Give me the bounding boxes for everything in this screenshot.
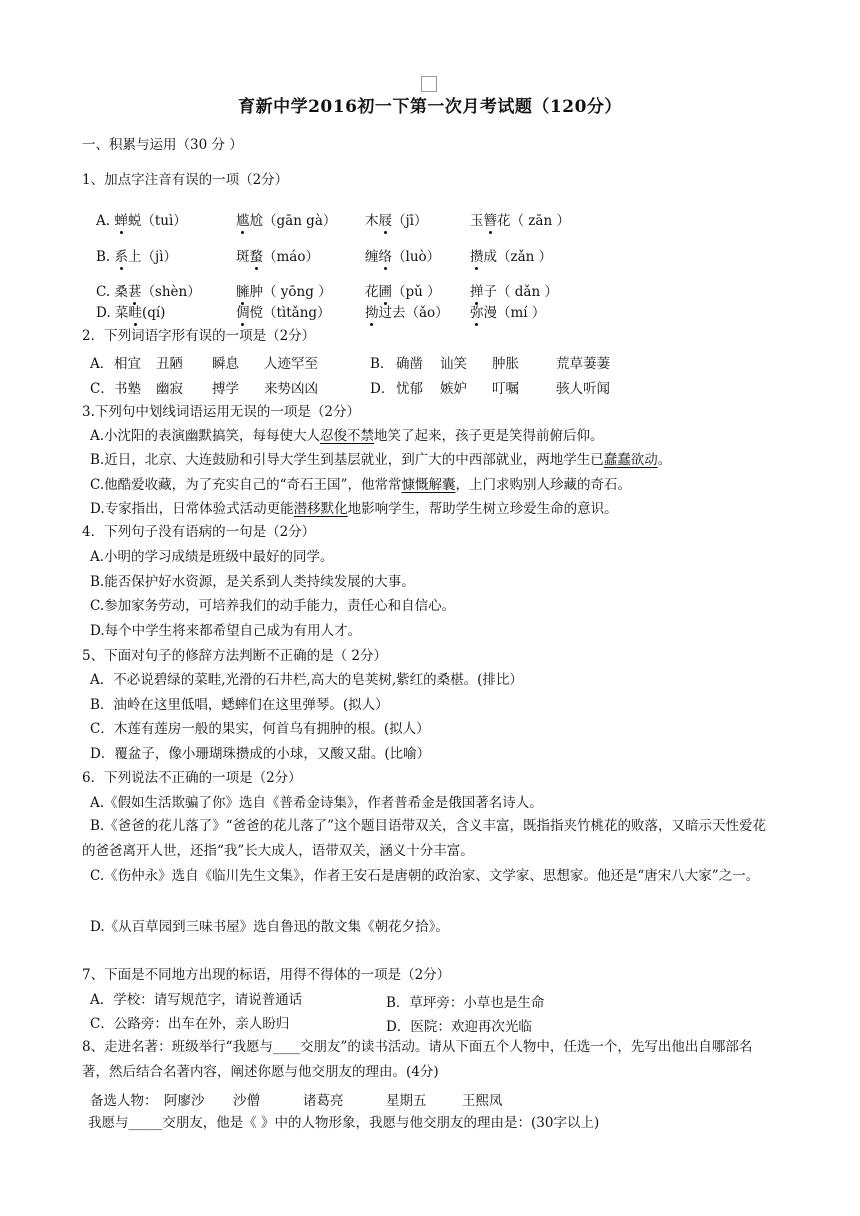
question-2-option-label: C． bbox=[90, 381, 114, 397]
question-1-option-a-item-1: A. 蝉蜕（tuì） bbox=[96, 213, 187, 229]
question-5-option-d: D．覆盆子，像小珊瑚珠攒成的小球，又酸又甜。(比喻） bbox=[90, 746, 431, 762]
underlined-term: 慷慨解囊 bbox=[401, 477, 456, 493]
question-4-option-d: D.每个中学生将来都希望自己成为有用人才。 bbox=[90, 623, 362, 639]
question-4-option-c: C.参加家务劳动，可培养我们的动手能力，责任心和自信心。 bbox=[90, 598, 456, 614]
question-3-option-d: D.专家指出，日常体验式活动更能潜移默化地影响学生，帮助学生树立珍爱生命的意识。 bbox=[90, 501, 618, 517]
question-3-option-c: C.他酷爱收藏，为了充实自己的“奇石王国”，他常常慷慨解囊，上门求购别人珍藏的奇石。 bbox=[90, 477, 631, 493]
question-4-option-a: A.小明的学习成绩是班级中最好的同学。 bbox=[90, 549, 334, 565]
question-2-option-label: A． bbox=[90, 356, 114, 372]
dotted-character: 圃 bbox=[378, 284, 392, 300]
question-2-option-d-word: 嫉妒 bbox=[440, 381, 467, 397]
question-1-option-a-item-3: 木屐（jī） bbox=[365, 213, 428, 229]
dotted-character: 葚 bbox=[127, 284, 142, 300]
dotted-character: 屐 bbox=[378, 213, 392, 229]
dotted-character: 弥 bbox=[470, 305, 484, 321]
question-6-option-c: C.《伤仲永》选自《临川先生文集》，作者王安石是唐朝的政治家、文学家、思想家。他还是“唐宋八大家”之一。 bbox=[90, 868, 760, 884]
question-2-option-c-word: 书塾 bbox=[114, 381, 141, 397]
question-1-option-b-item-1: B. 系上（jì） bbox=[96, 249, 178, 265]
question-2-option-d-word: 骇人听闻 bbox=[556, 381, 610, 397]
question-7-option-d: D．医院：欢迎再次光临 bbox=[386, 1019, 532, 1035]
dotted-character: 络 bbox=[378, 249, 392, 265]
exam-title: 育新中学2016初一下第一次月考试题（120分） bbox=[238, 97, 622, 117]
question-7-option-c: C．公路旁：出车在外，亲人盼归 bbox=[90, 1016, 290, 1032]
question-2-option-d-word: 忧郁 bbox=[396, 381, 423, 397]
answer-line: 我愿与_____交朋友，他是《 》中的人物形象，我愿与他交朋友的理由是：(30字以上) bbox=[88, 1115, 600, 1131]
dotted-character: 掸 bbox=[470, 284, 484, 300]
question-1-option-d-item-1: D. 菜畦(qí) bbox=[96, 305, 166, 321]
question-2-option-label: B． bbox=[370, 356, 394, 372]
question-1-option-c-item-3: 花圃（pǔ ） bbox=[365, 284, 441, 300]
question-6-option-a: A.《假如生活欺骗了你》选自《普希金诗集》，作者普希金是俄国著名诗人。 bbox=[90, 795, 543, 811]
dotted-character: 簪 bbox=[483, 213, 497, 229]
question-2-option-a-word: 瞬息 bbox=[212, 356, 239, 372]
question-2-option-c-word: 来势凶凶 bbox=[264, 381, 318, 397]
underlined-term: 潜移默化 bbox=[293, 501, 348, 517]
question-1-option-d-item-4: 弥漫（mí ） bbox=[470, 305, 546, 321]
question-2-option-label: D． bbox=[370, 381, 395, 397]
question-8-stem: 8、走进名著：班级举行“我愿与____交朋友”的读书活动。请从下面五个人物中，任选一个，先写出他出自哪部名著，然后结合名著内容，阐述你愿与他交朋友的理由。(4分) bbox=[82, 1039, 753, 1080]
dotted-character: 拗 bbox=[365, 305, 379, 321]
question-1-option-c-item-2: 臃肿（ yōng ） bbox=[236, 284, 332, 300]
question-2-option-b-word: 讪笑 bbox=[440, 356, 467, 372]
question-2-option-b-word: 确凿 bbox=[396, 356, 423, 372]
dotted-character: 攒 bbox=[470, 249, 484, 265]
candidate-5: 王熙凤 bbox=[462, 1093, 503, 1109]
question-5-option-c: C．木莲有莲房一般的果实，何首乌有拥肿的根。(拟人） bbox=[90, 721, 430, 737]
question-2-option-c-word: 幽寂 bbox=[156, 381, 183, 397]
question-2-option-b-word: 荒草萋萋 bbox=[556, 356, 610, 372]
question-3-stem: 3.下列句中划线词语运用无误的一项是（2分） bbox=[82, 404, 360, 420]
dotted-character: 蝉 bbox=[114, 213, 128, 229]
candidate-1: 阿廖沙 bbox=[164, 1093, 205, 1109]
question-1-option-a-item-4: 玉簪花（ zān ） bbox=[470, 213, 570, 229]
question-2-option-a-word: 丑陋 bbox=[156, 356, 183, 372]
dotted-character: 臃 bbox=[236, 284, 250, 300]
candidates-label: 备选人物： bbox=[90, 1093, 158, 1109]
question-5-stem: 5、下面对句子的修辞方法判断不正确的是（ 2分） bbox=[82, 648, 387, 664]
question-6-option-b: B.《爸爸的花儿落了》“爸爸的花儿落了”这个题目语带双关，含义丰富，既指指夹竹桃花的败落，又暗示天性爱花的爸爸离开人世，还指“我”长大成人，语带双关，涵义十分丰富。 bbox=[82, 818, 767, 859]
question-1-option-d-item-3: 拗过去（ǎo） bbox=[365, 305, 449, 321]
question-2-option-c-word: 搏学 bbox=[212, 381, 239, 397]
question-1-option-a-item-2: 尴尬（gān gà） bbox=[236, 213, 337, 229]
question-1-option-c-item-4: 掸子（ dǎn ） bbox=[470, 284, 558, 300]
question-7-option-b: B．草坪旁：小草也是生命 bbox=[386, 995, 545, 1011]
candidate-4: 星期五 bbox=[386, 1093, 427, 1109]
question-7-option-a: A．学校：请写规范字，请说普通话 bbox=[90, 992, 303, 1008]
candidate-3: 诸葛亮 bbox=[303, 1093, 344, 1109]
question-6-stem: 6．下列说法不正确的一项是（2分） bbox=[82, 770, 302, 786]
question-1-option-b-item-3: 缠络（luò） bbox=[365, 249, 441, 265]
question-2-option-b-word: 肿胀 bbox=[492, 356, 519, 372]
dotted-character: 尴 bbox=[236, 213, 250, 229]
question-5-option-b: B．油岭在这里低唱，蟋蟀们在这里弹琴。(拟人） bbox=[90, 697, 389, 713]
question-1-option-c-item-1: C. 桑葚（shèn） bbox=[96, 284, 201, 300]
candidate-2: 沙僧 bbox=[233, 1093, 260, 1109]
question-1-option-b-item-4: 攒成（zǎn ） bbox=[470, 249, 553, 265]
question-4-stem: 4．下列句子没有语病的一句是（2分） bbox=[82, 524, 316, 540]
question-6-option-d: D.《从百草园到三味书屋》选自鲁迅的散文集《朝花夕拾》。 bbox=[90, 919, 449, 935]
question-1-option-b-item-2: 斑蝥（máo） bbox=[236, 249, 319, 265]
dotted-character: 系 bbox=[114, 249, 129, 265]
image-placeholder bbox=[421, 76, 437, 92]
underlined-term: 蠢蠢欲动 bbox=[603, 452, 658, 468]
question-2-option-d-word: 叮嘱 bbox=[492, 381, 519, 397]
question-1-stem: 1、加点字注音有误的一项（2分） bbox=[82, 172, 289, 188]
question-2-stem: 2．下列词语字形有误的一项是（2分） bbox=[82, 328, 316, 344]
dotted-character: 倜 bbox=[236, 305, 250, 321]
question-7-stem: 7、下面是不同地方出现的标语，用得不得体的一项是（2分） bbox=[82, 967, 451, 983]
question-5-option-a: A．不必说碧绿的菜畦,光滑的石井栏,高大的皂荚树,紫红的桑椹。(排比） bbox=[90, 672, 523, 688]
question-3-option-b: B.近日，北京、大连鼓励和引导大学生到基层就业，到广大的中西部就业，两地学生已蠢蠢欲动。 bbox=[90, 452, 672, 468]
question-3-option-a: A.小沈阳的表演幽默搞笑，每每使大人忍俊不禁地笑了起来，孩子更是笑得前俯后仰。 bbox=[90, 428, 604, 444]
question-4-option-b: B.能否保护好水资源，是关系到人类持续发展的大事。 bbox=[90, 574, 415, 590]
section-heading: 一、积累与运用（30 分 ） bbox=[82, 137, 243, 153]
question-1-option-d-item-2: 倜傥（tìtǎng） bbox=[236, 305, 331, 321]
question-2-option-a-word: 人迹罕至 bbox=[264, 356, 318, 372]
underlined-term: 忍俊不禁 bbox=[320, 428, 375, 444]
dotted-character: 蝥 bbox=[249, 249, 263, 265]
question-2-option-a-word: 相宜 bbox=[114, 356, 141, 372]
dotted-character: 畦 bbox=[128, 305, 142, 321]
